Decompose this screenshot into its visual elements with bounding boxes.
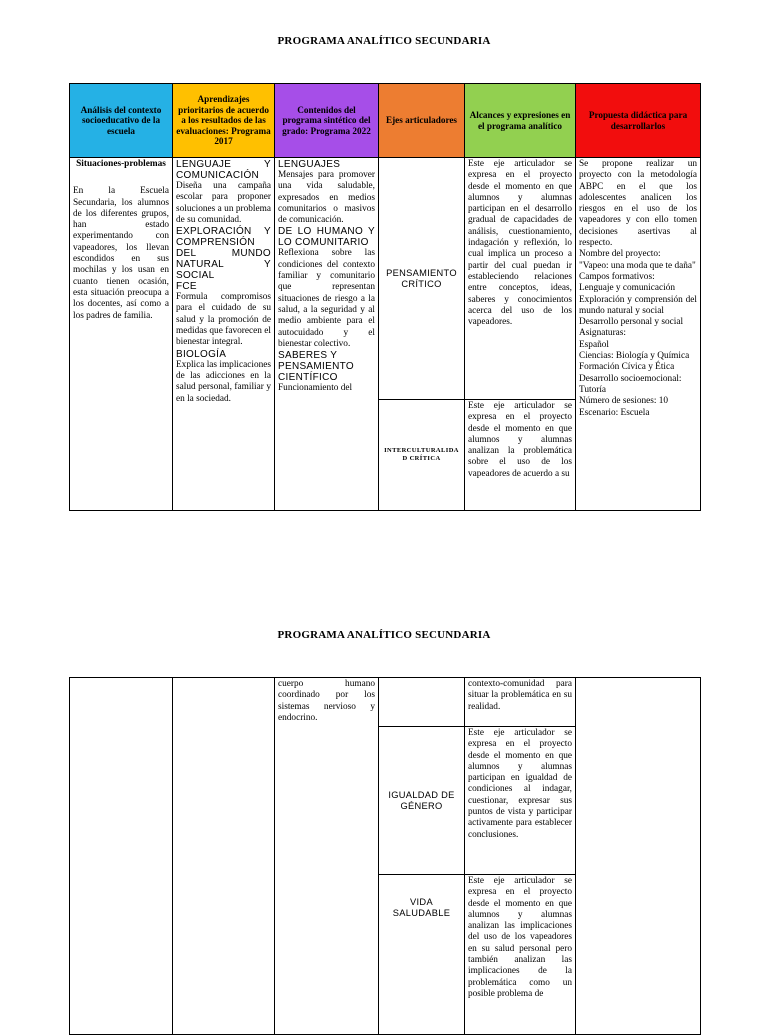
alcance-interculturalidad-cont: contexto-comunidad para situar la problemática en su realidad. (465, 678, 576, 727)
propuesta-asig-2: Ciencias: Biología y Química (579, 351, 690, 362)
propuesta-nombre: "Vapeo: una moda que te daña" (579, 260, 696, 271)
propuesta-intro: Se propone realizar un proyecto con la metodología ABPC en el que los adolescentes analicen los riesgos en el uso de los vapeadores y con ello tomen decisiones asertivas al respecto. (579, 159, 697, 249)
alcance-pensamiento-critico: Este eje articulador se expresa en el proyecto desde el momento en que alumnos y alumnas participan en el desarrollo gradual de capacidades de análisis, cuestionamiento, indagación y reflexión, lo cual implica un proceso a partir del cual puedan ir estableciendo relaciones entre conceptos, ideas, saberes y conocimientos acerca del uso de los vapeadores. (465, 158, 576, 400)
contenido-lenguajes-title: LENGUAJES (278, 159, 341, 170)
propuesta-campo-3: Desarrollo personal y social (579, 317, 684, 328)
header-aprendizajes: Aprendizajes prioritarios de acuerdo a los resultados de las evaluaciones: Programa 2017 (173, 84, 275, 158)
aprendizaje-fce-text: Formula compromisos para el cuidado de su salud y la promoción de medidas que favorecen el bienestar integral. (176, 292, 271, 348)
eje-interculturalidad-label: INTERCULTURALIDA D CRÍTICA (384, 447, 459, 462)
propuesta-nombre-label: Nombre del proyecto: (579, 249, 661, 260)
table-row (70, 158, 701, 400)
propuesta-escenario: Escenario: Escuela (579, 407, 650, 418)
alcance-vida-saludable: Este eje articulador se expresa en el proyecto desde el momento en que alumnos y alumnas analizan las implicaciones del uso de los vapeadores en su salud personal pero también analizan las implicaciones de la problemática como un posible problema de (465, 875, 576, 1035)
alcance-igualdad-genero: Este eje articulador se expresa en el proyecto desde el momento en que alumnos y alumnas participan en igualdad de condiciones al indagar, cuestionar, expresar sus puntos de vista y participar activamente para establecer conclusiones. (465, 727, 576, 875)
propuesta-sesiones: Número de sesiones: 10 (579, 396, 669, 407)
propuesta-asignaturas-label: Asignaturas: (579, 328, 626, 339)
propuesta-campo-2: Exploración y comprensión del mundo natural y social (579, 294, 697, 316)
contenido-saberes-title: SABERES Y PENSAMIENTO CIENTÍFICO (278, 350, 354, 384)
program-table-1 (69, 83, 701, 511)
page-title-2: PROGRAMA ANALÍTICO SECUNDARIA (277, 629, 491, 641)
analisis-cell (70, 158, 173, 511)
aprendizaje-fce-title: FCE (176, 281, 197, 293)
eje-vida-saludable: VIDA SALUDABLE (379, 875, 465, 1035)
situaciones-text: En la Escuela Secundaria, los alumnos de los diferentes grupos, han estado experimentando con vapeadores, los llevan escondidos en sus mochilas y los usan en cuanto tienen ocasión, esta situación preocupa a los docentes, así como a los padres de familia. (73, 186, 169, 321)
contenidos-cell-cont: cuerpo humano coordinado por los sistemas nervioso y endocrino. (275, 678, 379, 1035)
propuesta-asig-4: Desarrollo socioemocional: Tutoría (579, 373, 682, 395)
program-table-2 (69, 677, 701, 1035)
header-contenidos: Contenidos del programa sintético del grado: Programa 2022 (275, 84, 379, 158)
contenido-saberes-text: Funcionamiento del (278, 383, 353, 394)
aprendizaje-lenguaje-title: LENGUAJE Y COMUNICACIÓN (176, 159, 271, 181)
aprendizajes-cell (173, 158, 275, 511)
aprendizaje-biologia-title: BIOLOGÍA (176, 348, 227, 360)
propuesta-asig-3: Formación Cívica y Ética (579, 362, 675, 373)
analisis-cell-cont (70, 678, 173, 1035)
eje-igualdad-genero: IGUALDAD DE GÉNERO (379, 727, 465, 875)
header-alcances: Alcances y expresiones en el programa analítico (465, 84, 576, 158)
aprendizaje-exploracion-title: EXPLORACIÓN Y COMPRENSIÓN DEL MUNDO NATURAL Y SOCIAL (176, 226, 271, 282)
contenido-humano-text: Reflexiona sobre las condiciones del contexto familiar y comunitario que representan situaciones de riesgo a la salud, a la seguridad y al medio ambiente para el autocuidado y el bienestar colectivo. (278, 248, 375, 349)
propuesta-cell-cont (576, 678, 701, 1035)
header-ejes: Ejes articuladores (379, 84, 465, 158)
aprendizaje-lenguaje-text: Diseña una campaña escolar para proponer soluciones a un problema de su comunidad. (176, 181, 271, 225)
propuesta-asig-1: Español (579, 339, 609, 350)
aprendizaje-biologia-text: Explica las implicaciones de las adicciones en la salud personal, familiar y en la sociedad. (176, 359, 272, 404)
contenidos-cell (275, 158, 379, 511)
header-analisis: Análisis del contexto socioeducativo de la escuela (70, 84, 173, 158)
header-propuesta: Propuesta didáctica para desarrollarlos (576, 84, 701, 158)
alcance-interculturalidad: Este eje articulador se expresa en el proyecto desde el momento en que alumnos y alumnas analizan la problemática sobre el uso de los vapeadores de acuerdo a su (465, 400, 576, 511)
eje-cont (379, 678, 465, 727)
propuesta-cell (576, 158, 701, 511)
page-title-1: PROGRAMA ANALÍTICO SECUNDARIA (277, 35, 491, 47)
table-header-row (70, 84, 701, 158)
propuesta-campo-1: Lenguaje y comunicación (579, 283, 676, 294)
situaciones-heading: Situaciones-problemas (76, 159, 166, 169)
table-row (70, 678, 701, 727)
propuesta-campos-label: Campos formativos: (579, 271, 655, 282)
eje-pensamiento-critico: PENSAMIENTO CRÍTICO (379, 158, 465, 400)
eje-interculturalidad (379, 400, 465, 511)
contenido-humano-title: DE LO HUMANO Y LO COMUNITARIO (278, 226, 375, 249)
aprendizajes-cell-cont (173, 678, 275, 1035)
contenido-lenguajes-text: Mensajes para promover una vida saludable, expresados en medios comunitarios o masivos de comunicación. (278, 170, 375, 226)
